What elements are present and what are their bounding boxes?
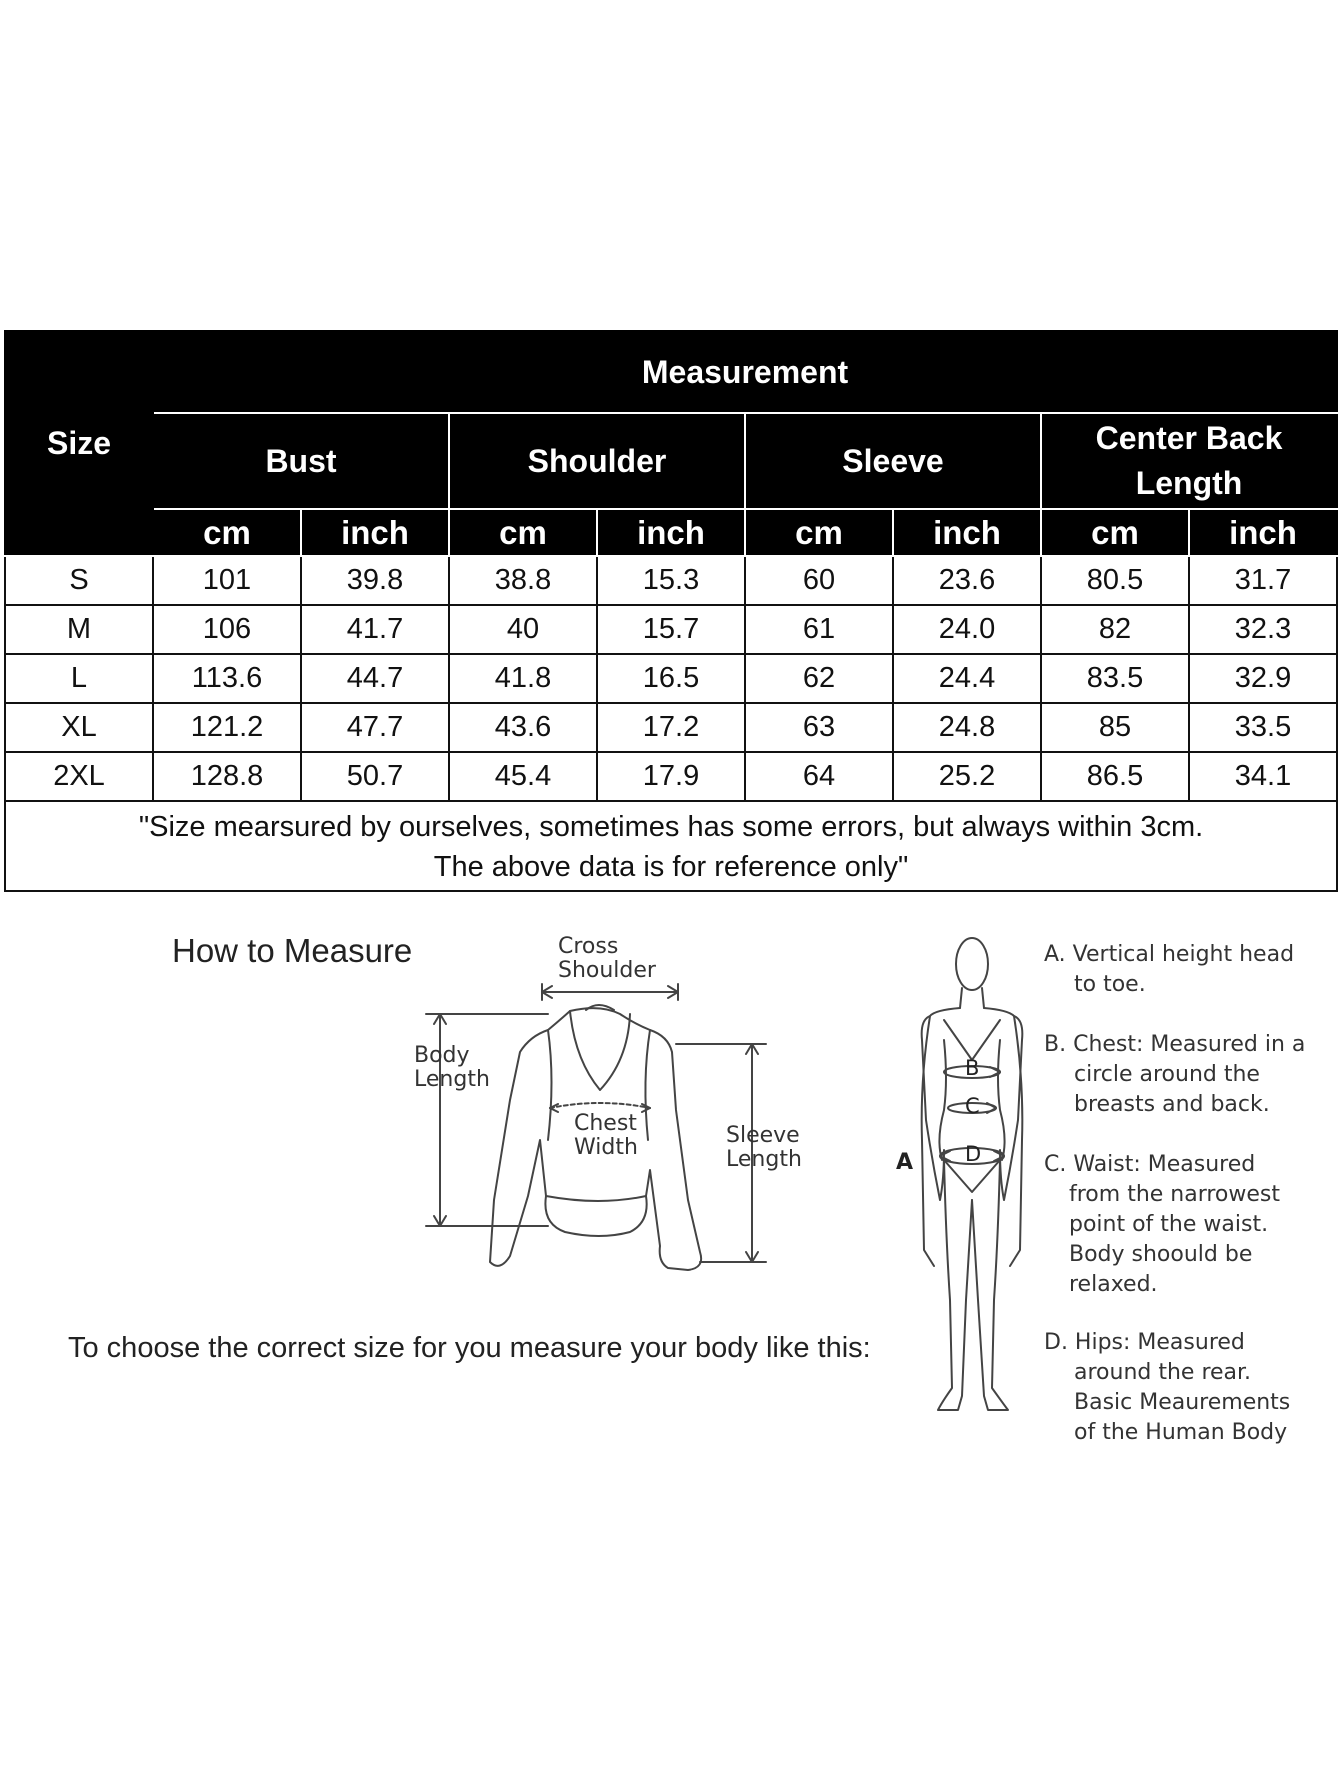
legend-line: to toe. (1074, 972, 1146, 997)
sleeve-header: Sleeve (745, 413, 1041, 509)
value-cell: 34.1 (1189, 752, 1337, 801)
value-cell: 32.9 (1189, 654, 1337, 703)
value-cell: 101 (153, 556, 301, 605)
legend-line: A. Vertical height head (1044, 942, 1295, 967)
unit-header: cm (1041, 509, 1189, 556)
value-cell: 50.7 (301, 752, 449, 801)
note-line: The above data is for reference only" (433, 851, 909, 883)
value-cell: 39.8 (301, 556, 449, 605)
value-cell: 25.2 (893, 752, 1041, 801)
size-cell: S (5, 556, 153, 605)
value-cell: 17.2 (597, 703, 745, 752)
measurement-header: Measurement (153, 331, 1337, 413)
value-cell: 43.6 (449, 703, 597, 752)
legend-line: B. Chest: Measured in a (1044, 1032, 1306, 1057)
value-cell: 40 (449, 605, 597, 654)
value-cell: 128.8 (153, 752, 301, 801)
value-cell: 33.5 (1189, 703, 1337, 752)
value-cell: 17.9 (597, 752, 745, 801)
unit-header: inch (1189, 509, 1337, 556)
how-to-measure-title: How to Measure (172, 932, 413, 969)
legend-d (1044, 1328, 1290, 1448)
legend-line: Body shoould be (1069, 1242, 1253, 1267)
size-cell: M (5, 605, 153, 654)
value-cell: 60 (745, 556, 893, 605)
cross-shoulder-label (558, 935, 656, 983)
label-line: Body (414, 1043, 470, 1068)
legend-line: around the rear. (1074, 1360, 1252, 1385)
label-line: Length (726, 1147, 802, 1172)
legend-c (1044, 1150, 1280, 1300)
value-cell: 23.6 (893, 556, 1041, 605)
value-cell: 24.8 (893, 703, 1041, 752)
shoulder-header: Shoulder (449, 413, 745, 509)
value-cell: 85 (1041, 703, 1189, 752)
legend-line: point of the waist. (1069, 1212, 1269, 1237)
label-line: Length (414, 1067, 490, 1092)
value-cell: 64 (745, 752, 893, 801)
label-line: Shoulder (558, 958, 656, 983)
value-cell: 24.0 (893, 605, 1041, 654)
value-cell: 45.4 (449, 752, 597, 801)
value-cell: 80.5 (1041, 556, 1189, 605)
label-line: Width (574, 1135, 638, 1160)
value-cell: 32.3 (1189, 605, 1337, 654)
note-line: "Size mearsured by ourselves, sometimes has some errors, but always within 3cm. (138, 811, 1204, 843)
label-line: Sleeve (726, 1123, 800, 1148)
value-cell: 83.5 (1041, 654, 1189, 703)
legend-line: of the Human Body (1074, 1420, 1288, 1445)
value-cell: 106 (153, 605, 301, 654)
legend-line: breasts and back. (1074, 1092, 1270, 1117)
unit-header: cm (153, 509, 301, 556)
size-cell: XL (5, 703, 153, 752)
center-back-length-header: Center Back Length (1041, 413, 1337, 509)
value-cell: 113.6 (153, 654, 301, 703)
size-cell: L (5, 654, 153, 703)
size-header: Size (5, 331, 153, 556)
legend-line: circle around the (1074, 1062, 1260, 1087)
chest-width-label (574, 1112, 638, 1160)
body-length-label (414, 1044, 490, 1092)
legend-a (1044, 940, 1294, 1000)
unit-header: inch (893, 509, 1041, 556)
value-cell: 16.5 (597, 654, 745, 703)
unit-header: cm (449, 509, 597, 556)
human-body-figure (922, 938, 1023, 1410)
legend-line: relaxed. (1069, 1272, 1158, 1297)
value-cell: 63 (745, 703, 893, 752)
bust-header: Bust (153, 413, 449, 509)
value-cell: 86.5 (1041, 752, 1189, 801)
unit-header: inch (301, 509, 449, 556)
sleeve-length-label (726, 1124, 802, 1172)
legend-line: D. Hips: Measured (1044, 1330, 1245, 1355)
value-cell: 82 (1041, 605, 1189, 654)
value-cell: 47.7 (301, 703, 449, 752)
legend-line: Basic Meaurements (1074, 1390, 1291, 1415)
size-cell: 2XL (5, 752, 153, 801)
value-cell: 15.7 (597, 605, 745, 654)
legend-line: C. Waist: Measured (1044, 1152, 1256, 1177)
value-cell: 24.4 (893, 654, 1041, 703)
choose-size-instruction: To choose the correct size for you measure your body like this: (68, 1332, 871, 1364)
value-cell: 41.8 (449, 654, 597, 703)
value-cell: 31.7 (1189, 556, 1337, 605)
value-cell: 41.7 (301, 605, 449, 654)
value-cell: 62 (745, 654, 893, 703)
label-line: Chest (574, 1111, 637, 1136)
label-line: Cross (558, 934, 619, 959)
legend-line: from the narrowest (1069, 1182, 1281, 1207)
value-cell: 61 (745, 605, 893, 654)
unit-header: cm (745, 509, 893, 556)
value-cell: 38.8 (449, 556, 597, 605)
unit-header: inch (597, 509, 745, 556)
marker-c: C (965, 1094, 980, 1118)
value-cell: 15.3 (597, 556, 745, 605)
marker-b: B (965, 1056, 980, 1080)
value-cell: 121.2 (153, 703, 301, 752)
value-cell: 44.7 (301, 654, 449, 703)
marker-a: A (896, 1150, 914, 1175)
marker-d: D (965, 1142, 982, 1166)
legend-b (1044, 1030, 1305, 1120)
